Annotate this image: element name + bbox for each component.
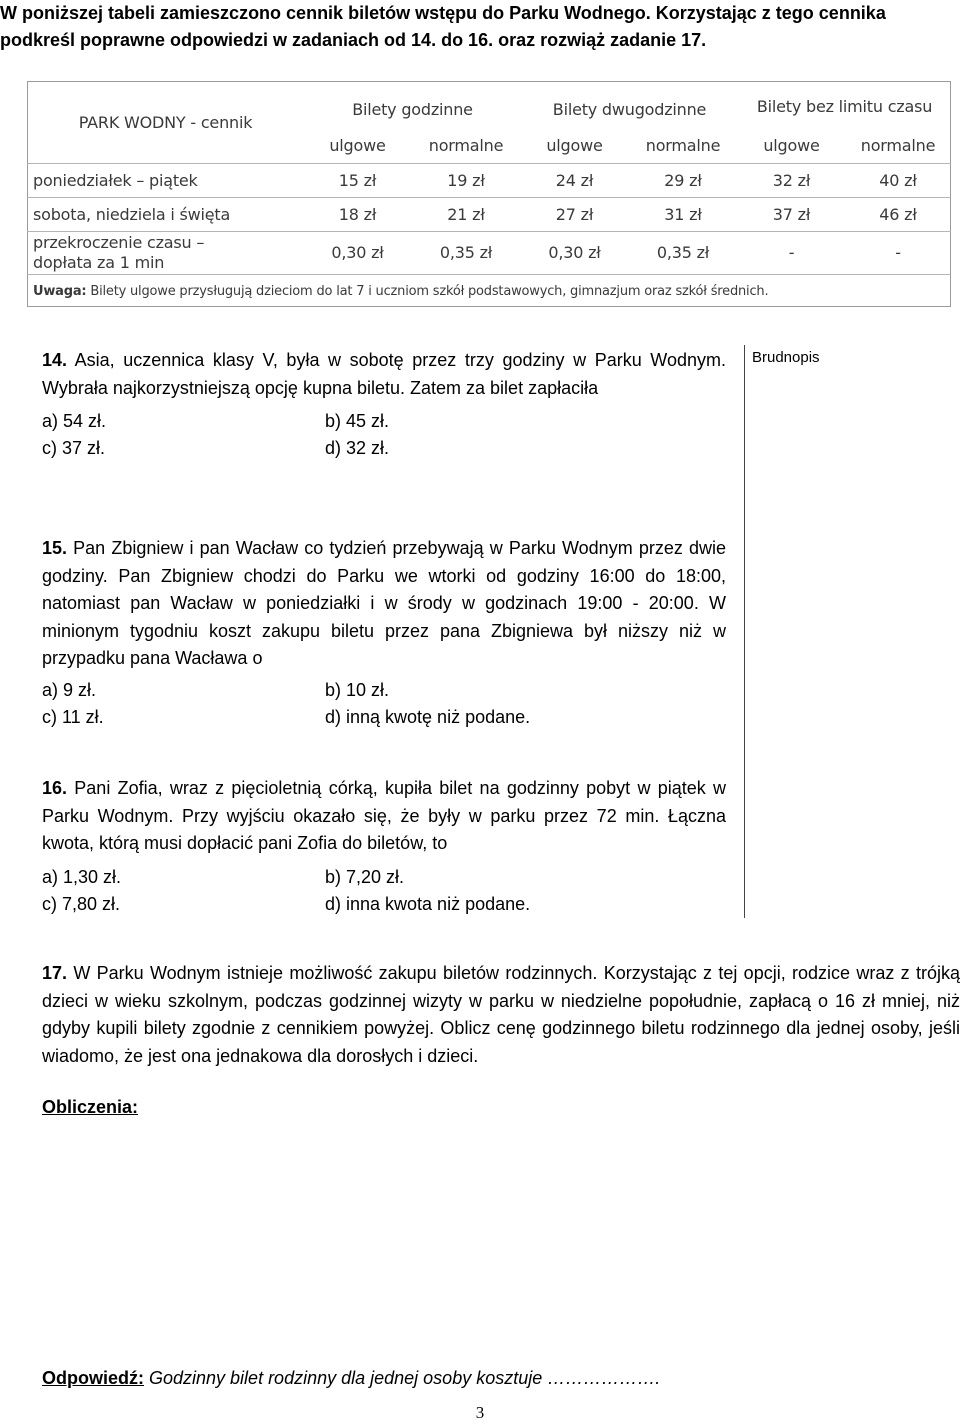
task-number: 15.	[42, 538, 68, 558]
price-table	[27, 81, 951, 307]
option-a[interactable]: a) 54 zł.	[42, 411, 107, 431]
price-cell: -	[845, 232, 951, 275]
task-15-options	[42, 677, 726, 731]
price-cell: -	[738, 232, 845, 275]
note-label: Uwaga:	[33, 283, 87, 299]
price-cell: 32 zł	[738, 164, 845, 198]
row-label-line: dopłata za 1 min	[33, 253, 165, 272]
table-row	[27, 164, 951, 198]
price-cell: 0,30 zł	[304, 232, 411, 275]
group-header: Bilety bez limitu czasu	[756, 97, 933, 117]
price-cell: 46 zł	[845, 198, 951, 232]
table-note-row	[27, 275, 951, 308]
price-cell: 0,35 zł	[411, 232, 521, 275]
subheader: normalne	[645, 135, 721, 155]
price-cell: 0,35 zł	[628, 232, 738, 275]
option-b[interactable]: b) 45 zł.	[325, 411, 390, 431]
subheader: ulgowe	[329, 135, 386, 155]
note-text: Bilety ulgowe przysługują dzieciom do lat 7 i uczniom szkół podstawowych, gimnazjum oraz szkół średnich.	[86, 283, 769, 299]
table-row	[27, 232, 951, 275]
price-cell: 24 zł	[521, 164, 628, 198]
table-title: PARK WODNY - cennik	[78, 112, 253, 132]
task-number: 14.	[42, 350, 68, 370]
calculations-label: Obliczenia:	[42, 1097, 139, 1117]
option-c[interactable]: c) 11 zł.	[42, 706, 104, 727]
table-note	[27, 275, 951, 308]
row-label	[27, 232, 304, 275]
subheader: ulgowe	[546, 135, 603, 155]
option-b[interactable]: b) 10 zł.	[325, 679, 390, 700]
instructions: W poniższej tabeli zamieszczono cennik biletów wstępu do Parku Wodnego. Korzystając z tego cennika podkreśl poprawne odpowiedzi w zadaniach od 14. do 16. oraz rozwiąż zadanie 17.	[0, 3, 886, 50]
subheader: normalne	[860, 135, 936, 155]
task-16-question	[42, 775, 726, 858]
task-text: W Parku Wodnym istnieje możliwość zakupu biletów rodzinnych. Korzystając z tej opcji, rodzice wraz z trójką dzieci w wieku szkolnym, podczas godzinnej wizyty w parku w niedzielne popołudnie, zapłacą o 16 zł mniej, niż gdyby kupili bilety zgodnie z cennikiem powyżej. Oblicz cenę godzinnego biletu rodzinnego dla jednej osoby, jeśli wiadomo, że jest ona jednakowa dla dorosłych i dzieci.	[42, 963, 960, 1066]
task-16	[42, 775, 726, 918]
group-header: Bilety dwugodzinne	[552, 99, 707, 119]
option-a[interactable]: a) 9 zł.	[42, 679, 97, 700]
row-label: poniedziałek – piątek	[27, 164, 304, 198]
price-cell: 27 zł	[521, 198, 628, 232]
answer-label: Odpowiedź:	[42, 1368, 144, 1388]
task-14-question	[42, 347, 726, 402]
scratch-label: Brudnopis	[752, 349, 820, 366]
task-text: Pani Zofia, wraz z pięcioletnią córką, kupiła bilet na godzinny pobyt w piątek w Parku Wodnym. Przy wyjściu okazało się, że były w parku przez 72 min. Łączna kwota, którą musi dopłacić pani Zofia do biletów, to	[42, 778, 726, 853]
task-14-options	[42, 408, 726, 462]
subheader: normalne	[428, 135, 504, 155]
price-cell: 37 zł	[738, 198, 845, 232]
option-c[interactable]: c) 7,80 zł.	[42, 893, 121, 914]
answer-text: Godzinny bilet rodzinny dla jednej osoby kosztuje ……………….	[144, 1368, 661, 1388]
scratch-divider	[744, 345, 745, 918]
subheader: ulgowe	[763, 135, 820, 155]
price-cell: 21 zł	[411, 198, 521, 232]
option-d[interactable]: d) inna kwota niż podane.	[325, 893, 531, 914]
price-cell: 0,30 zł	[521, 232, 628, 275]
row-label: sobota, niedziela i święta	[27, 198, 304, 232]
price-cell: 15 zł	[304, 164, 411, 198]
price-cell: 31 zł	[628, 198, 738, 232]
price-cell: 18 zł	[304, 198, 411, 232]
task-text: Asia, uczennica klasy V, była w sobotę przez trzy godziny w Parku Wodnym. Wybrała najkorzystniejszą opcję kupna biletu. Zatem za bilet zapłaciła	[42, 350, 726, 398]
option-a[interactable]: a) 1,30 zł.	[42, 866, 122, 887]
page-number: 3	[475, 1403, 485, 1422]
task-15	[42, 535, 726, 731]
task-text: Pan Zbigniew i pan Wacław co tydzień przebywają w Parku Wodnym przez dwie godziny. Pan Zbigniew chodzi do Parku we wtorki od godziny 16:00 do 18:00, natomiast pan Wacław w poniedziałki i w środy w godzinach 19:00 - 20:00. W minionym tygodniu koszt zakupu biletu przez pana Zbigniewa był niższy niż w przypadku pana Wacława o	[42, 538, 726, 668]
task-15-question	[42, 535, 726, 673]
task-number: 16.	[42, 778, 68, 798]
task-14	[42, 347, 726, 462]
option-d[interactable]: d) 32 zł.	[325, 438, 390, 458]
price-cell: 29 zł	[628, 164, 738, 198]
option-d[interactable]: d) inną kwotę niż podane.	[325, 706, 531, 727]
row-label-line: przekroczenie czasu –	[33, 233, 205, 252]
task-number: 17.	[42, 963, 68, 983]
task-16-options	[42, 864, 726, 918]
price-cell: 19 zł	[411, 164, 521, 198]
answer-line	[42, 1368, 942, 1389]
price-cell: 40 zł	[845, 164, 951, 198]
option-b[interactable]: b) 7,20 zł.	[325, 866, 405, 887]
task-17	[42, 960, 960, 1070]
table-row	[27, 198, 951, 232]
option-c[interactable]: c) 37 zł.	[42, 438, 106, 458]
group-header: Bilety godzinne	[352, 99, 473, 119]
